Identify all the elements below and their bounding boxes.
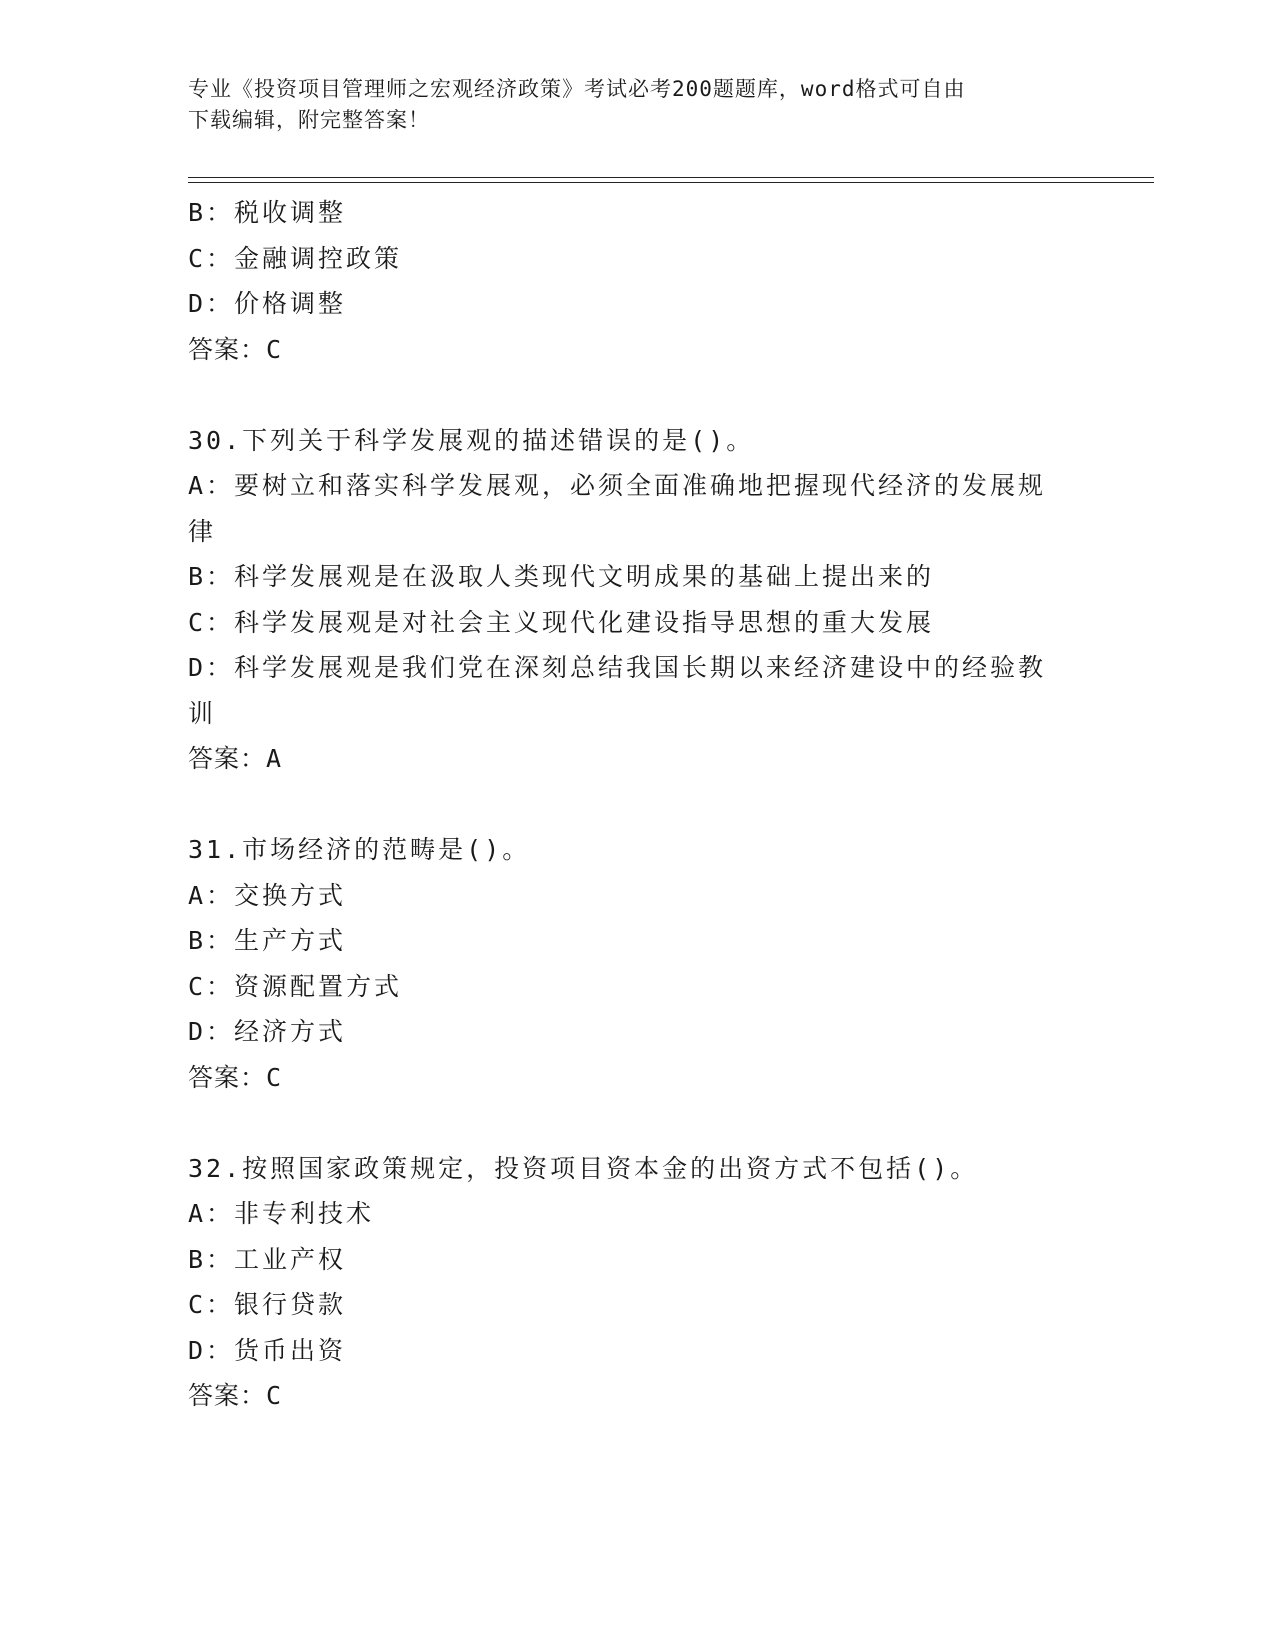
answer: 答案：C [188, 1062, 283, 1092]
option-b: B：科学发展观是在汲取人类现代文明成果的基础上提出来的 [188, 562, 935, 591]
answer: 答案：C [188, 334, 283, 364]
header-divider-bottom [188, 182, 1154, 183]
option-a: A：要树立和落实科学发展观，必须全面准确地把握现代经济的发展规 [188, 471, 1047, 500]
question-stem: 30.下列关于科学发展观的描述错误的是()。 [188, 425, 755, 455]
document-header [188, 74, 1068, 136]
question-31 [188, 827, 1088, 1100]
option-a: A：交换方式 [188, 880, 347, 910]
option-d-continued: 训 [188, 698, 217, 728]
question-32 [188, 1146, 1088, 1419]
header-line-2: 下载编辑，附完整答案！ [188, 108, 430, 132]
option-b: B：税收调整 [188, 198, 347, 227]
option-b: B：生产方式 [188, 926, 347, 955]
option-c: C：银行贷款 [188, 1290, 347, 1319]
question-content [188, 190, 1088, 1419]
answer: 答案：A [188, 744, 283, 773]
option-c: C：资源配置方式 [188, 971, 403, 1001]
header-line-1: 专业《投资项目管理师之宏观经济政策》考试必考200题题库，word格式可自由 [188, 77, 966, 101]
option-d: D：科学发展观是我们党在深刻总结我国长期以来经济建设中的经验教 [188, 653, 1047, 682]
option-d: D：价格调整 [188, 289, 347, 318]
question-29-tail [188, 190, 1088, 372]
option-a: A：非专利技术 [188, 1199, 375, 1228]
question-stem: 31.市场经济的范畴是()。 [188, 835, 531, 864]
answer: 答案：C [188, 1381, 283, 1410]
option-c: C：金融调控政策 [188, 243, 403, 273]
option-b: B：工业产权 [188, 1244, 347, 1274]
option-a-continued: 律 [188, 516, 217, 546]
question-stem: 32.按照国家政策规定，投资项目资本金的出资方式不包括()。 [188, 1153, 979, 1183]
header-divider-top [188, 177, 1154, 178]
option-d: D：经济方式 [188, 1017, 347, 1046]
option-c: C：科学发展观是对社会主义现代化建设指导思想的重大发展 [188, 607, 935, 637]
question-30 [188, 418, 1088, 782]
option-d: D：货币出资 [188, 1335, 347, 1365]
